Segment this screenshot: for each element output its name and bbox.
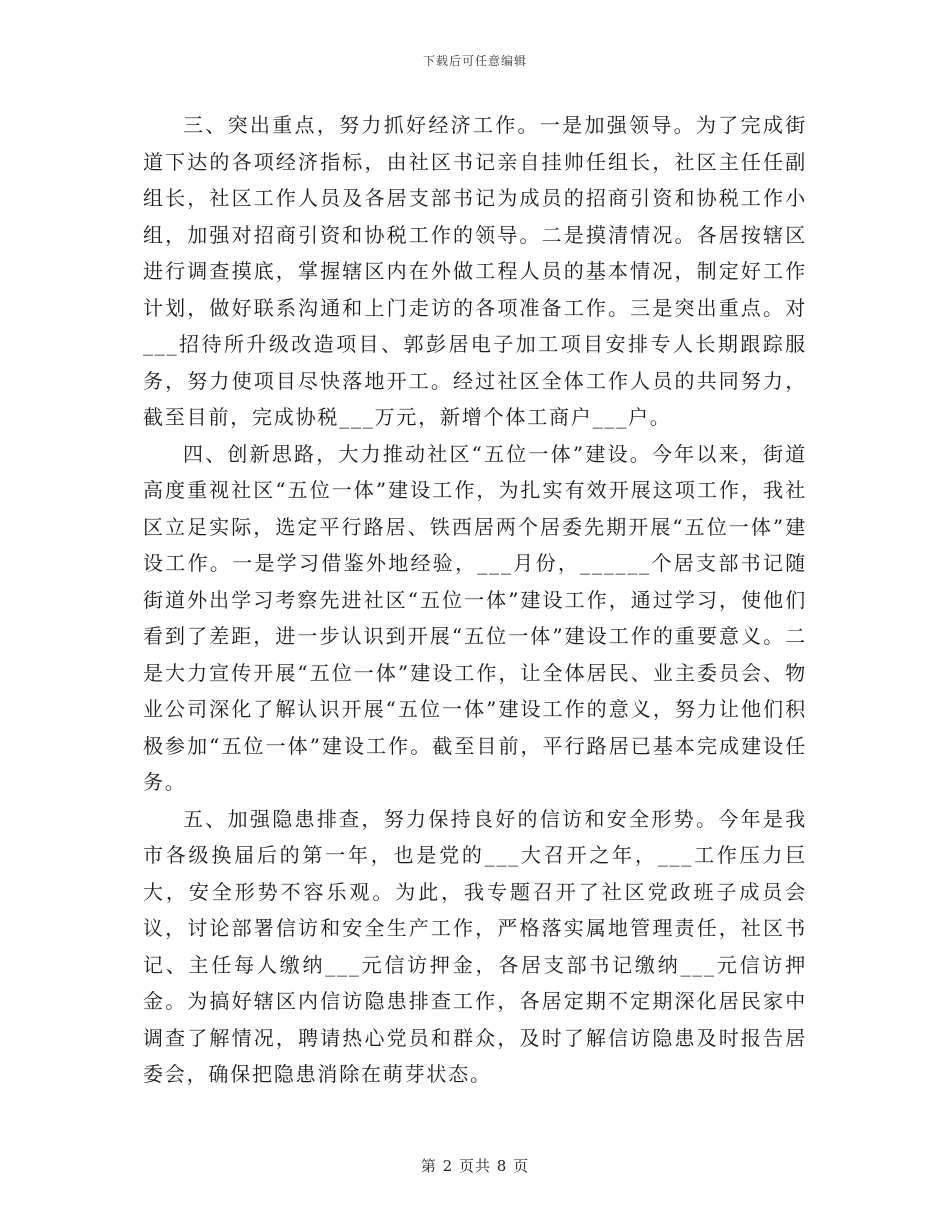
paragraph-hazard-inspection: 五、加强隐患排查，努力保持良好的信访和安全形势。今年是我市各级换届后的第一年，也是党的___大召开之年，___工作压力巨大，安全形势不容乐观。为此，我专题召开了社区党政班子成员会议，讨论部署信访和安全生产工作，严格落实属地管理责任，社区书记、主任每人缴纳___元信访押金，各居支部书记缴纳___元信访押金。为搞好辖区内信访隐患排查工作，各居定期不定期深化居民家中调查了解情况，聘请热心党员和群众，及时了解信访隐患及时报告居委会，确保把隐患消除在萌芽状态。 bbox=[143, 806, 807, 1086]
page-number-footer: 第 2 页共 8 页 bbox=[420, 1157, 530, 1175]
page-header: 下载后可任意编辑 bbox=[422, 54, 527, 68]
document-body bbox=[143, 107, 807, 1093]
paragraph-economic-work: 三、突出重点，努力抓好经济工作。一是加强领导。为了完成街道下达的各项经济指标，由社区书记亲自挂帅任组长，社区主任任副组长，社区工作人员及各居支部书记为成员的招商引资和协税工作小组，加强对招商引资和协税工作的领导。二是摸清情况。各居按辖区进行调查摸底，掌握辖区内在外做工程人员的基本情况，制定好工作计划，做好联系沟通和上门走访的各项准备工作。三是突出重点。对___招待所升级改造项目、郭彭居电子加工项目安排专人长期跟踪服务，努力使项目尽快落地开工。经过社区全体工作人员的共同努力，截至目前，完成协税___万元，新增个体工商户___户。 bbox=[143, 113, 807, 429]
paragraph-five-in-one: 四、创新思路，大力推动社区“五位一体”建设。今年以来，街道高度重视社区“五位一体”建设工作，为扎实有效开展这项工作，我社区立足实际，选定平行路居、铁西居两个居委先期开展“五位一体”建设工作。一是学习借鉴外地经验，___月份，______个居支部书记随街道外出学习考察先进社区“五位一体”建设工作，通过学习，使他们看到了差距，进一步认识到开展“五位一体”建设工作的重要意义。二是大力宣传开展“五位一体”建设工作，让全体居民、业主委员会、物业公司深化了解认识开展“五位一体”建设工作的意义，努力让他们积极参加“五位一体”建设工作。截至目前，平行路居已基本完成建设任务。 bbox=[143, 441, 807, 794]
